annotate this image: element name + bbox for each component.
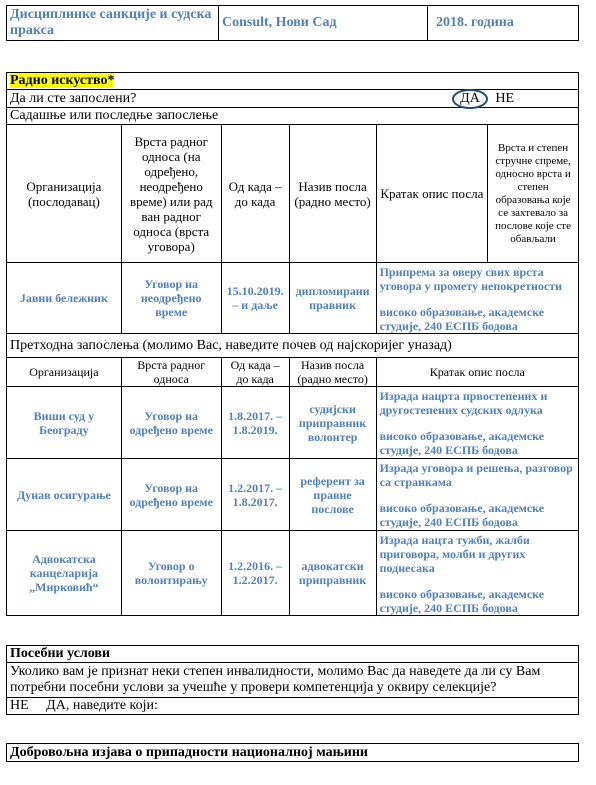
prev-period: 1.2.2017. – 1.8.2017.	[221, 459, 289, 531]
previous-employment-row	[7, 459, 579, 531]
prev-description-cell	[376, 459, 578, 531]
current-employment-label: Садашње или последње запослење	[7, 108, 579, 125]
special-conditions-header	[7, 646, 579, 663]
company-name: Consult, Нови Сад	[219, 6, 428, 41]
special-conditions-title: Посебни услови	[10, 646, 111, 661]
prev-col-header-organization: Организација	[7, 358, 122, 387]
prev-type: Уговор о волонтирању	[121, 531, 221, 616]
work-section-header	[7, 73, 579, 90]
prev-period: 1.2.2016. – 1.2.2017.	[221, 531, 289, 616]
prev-period: 1.8.2017. – 1.8.2019.	[221, 387, 289, 459]
prev-col-header-employment-type: Врста радног односа	[121, 358, 221, 387]
current-employment-row	[7, 263, 579, 334]
current-org: Јавни бележник	[7, 263, 122, 334]
prev-description-cell	[376, 531, 578, 616]
current-description-cell	[376, 263, 578, 334]
prev-org: Виши суд у Београду	[7, 387, 122, 459]
special-conditions-table	[6, 645, 579, 715]
work-experience-table	[6, 72, 579, 616]
document-year: 2018. година	[428, 6, 579, 41]
prev-type: Уговор на одређено време	[121, 459, 221, 531]
prev-education: високо образовање, академске студије, 240 ЕСПБ бодова	[379, 429, 545, 457]
minority-declaration-table	[6, 743, 579, 762]
prev-position: адвокатски приправник	[289, 531, 376, 616]
col-header-organization: Организација (послодавац)	[7, 125, 122, 263]
prev-description: Израда уговора и решења, разговор са странкама	[379, 461, 573, 489]
prev-education: високо образовање, академске студије, 240 ЕСПБ бодова	[379, 587, 545, 615]
prev-col-header-description: Кратак опис посла	[376, 358, 578, 387]
prev-education: високо образовање, академске студије, 240 ЕСПБ бодова	[379, 501, 545, 529]
prev-description: Израда нацта тужби, жалби приговора, молби и других поднесака	[379, 533, 530, 575]
prev-position: референт за правне послове	[289, 459, 376, 531]
prev-org: Дунав осигурање	[7, 459, 122, 531]
col-header-employment-type: Врста радног односа (на одређено, неодређено време) или рад ван радног односа (врста уговора)	[121, 125, 221, 263]
prev-col-header-period: Од када – до када	[221, 358, 289, 387]
employed-row	[7, 90, 579, 108]
document-title: Дисциплинке санкције и судска пракса	[7, 6, 219, 41]
prev-col-header-position: Назив посла (радно место)	[289, 358, 376, 387]
minority-declaration-title: Добровољна изјава о припадности националној мањини	[10, 744, 368, 760]
prev-description-cell	[376, 387, 578, 459]
header-table	[6, 5, 579, 41]
prev-description: Израда нацрта првостепених и другостепених судских одлука	[379, 389, 548, 417]
previous-employment-label: Претходна запослења (молимо Вас, наведите почев од најскоријег уназад)	[7, 334, 579, 358]
current-position: дипломирани правник	[289, 263, 376, 334]
current-period: 15.10.2019. – и даље	[221, 263, 289, 334]
previous-employment-row	[7, 531, 579, 616]
prev-type: Уговор на одређено време	[121, 387, 221, 459]
special-conditions-answer[interactable]: НЕ ДА, наведите који:	[7, 698, 579, 715]
col-header-description: Кратак опис посла	[376, 125, 488, 263]
minority-declaration-header	[7, 744, 579, 762]
employed-question: Да ли сте запослени?	[10, 90, 137, 106]
current-type: Уговор на неодређено време	[121, 263, 221, 334]
work-section-title: Радно искуство*	[10, 73, 115, 88]
col-header-position: Назив посла (радно место)	[289, 125, 376, 263]
previous-employment-row	[7, 387, 579, 459]
yes-option[interactable]: ДА	[452, 89, 488, 109]
no-option[interactable]: НЕ	[495, 91, 514, 106]
prev-position: судијски приправник волонтер	[289, 387, 376, 459]
col-header-period: Од када – до када	[221, 125, 289, 263]
prev-org: Адвокатска канцеларија „Мирковић“	[7, 531, 122, 616]
current-description: Припрема за оверу свих врста уговора у промету непокретности	[379, 265, 563, 293]
col-header-education: Врста и степен стручне спреме, односно врста и степен образовања које се захтевало за послове које сте обављали	[488, 125, 579, 263]
special-conditions-question: Уколико вам је признат неки степен инвалидности, молимо Вас да наведете да ли су Вам потребни посебни услови за учешће у провери компетенција у оквиру селекције?	[7, 663, 579, 698]
current-education: високо образовање, академске студије, 240 ЕСПБ бодова	[379, 305, 545, 333]
